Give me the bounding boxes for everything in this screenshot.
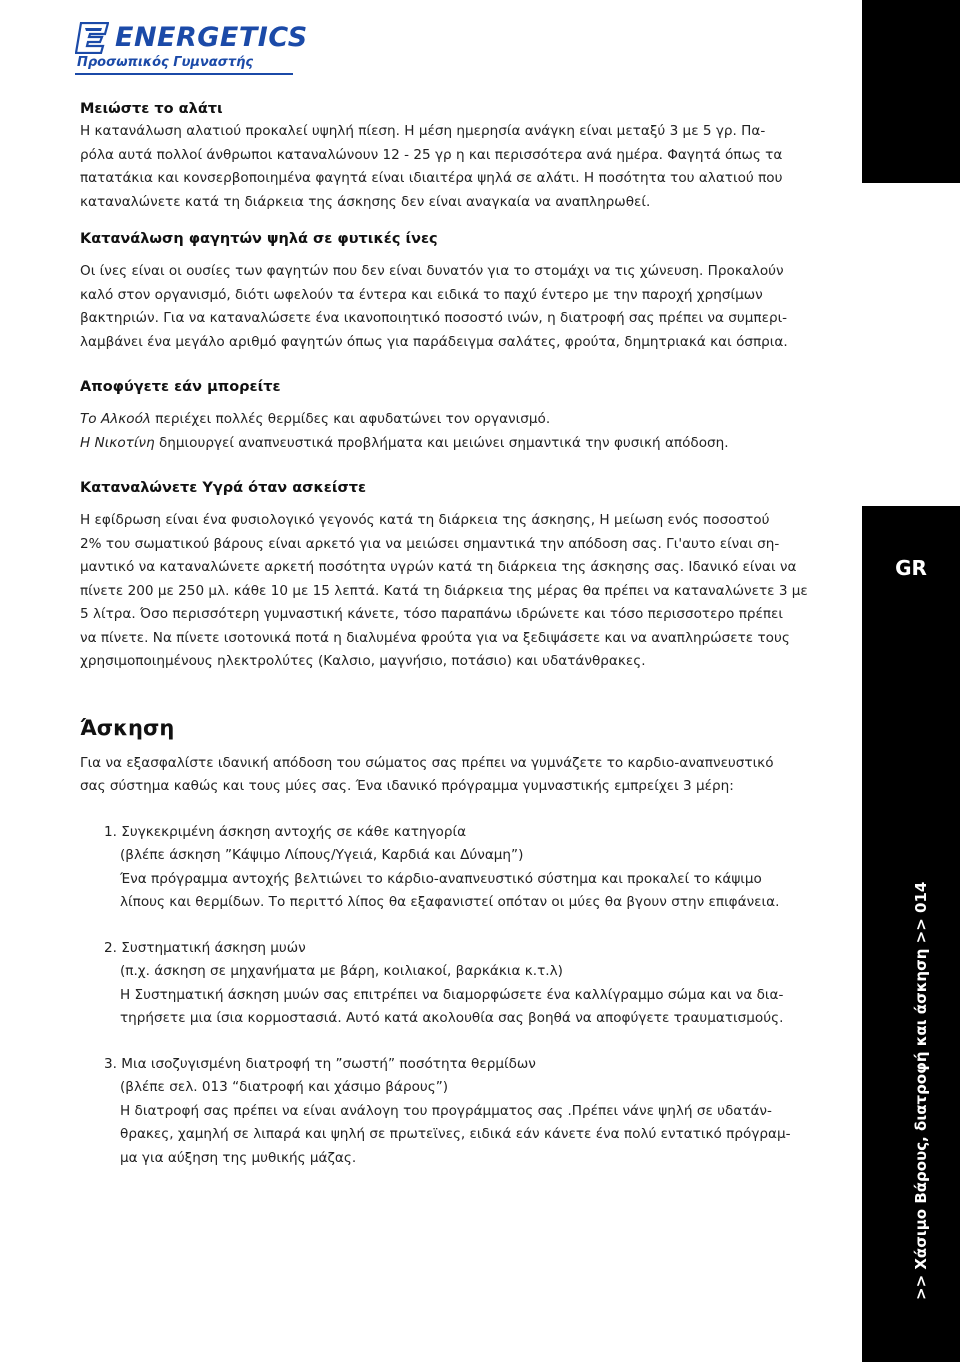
fluids-line: πίνετε 200 με 250 μλ. κάθε 10 με 15 λεπτά. Κατά τη διάρκεια της μέρας θα πρέπει να καταναλώνετε 3 με [80,582,808,599]
fiber-line: Οι ίνες είναι οι ουσίες των φαγητών που δεν είναι δυνατόν για το στομάχι να τις χώνευση. Προκαλούν [80,263,784,279]
side-bar-top [862,0,960,183]
alcohol-term: Το Αλκοόλ [80,411,151,427]
exercise-intro-line: σας σύστημα καθώς και τους μύες σας. Ένα ιδανικό πρόγραμμα γυμναστικής εμπρείχει 3 μέρη: [80,778,734,794]
list-item-line: θρακες, χαμηλή σε λιπαρά και ψηλή σε πρωτεϊνες, ειδικά εάν κάνετε ένα πολύ εντατικό πρόγραμ- [120,1126,791,1142]
avoid-paragraph [80,408,830,455]
fluids-paragraph [80,509,830,674]
fluids-line: 2% του σωματικού βάρους είναι αρκετό για να μειώσει σημαντικά την απόδοση σας. Γι'αυτο είναι ση- [80,535,780,552]
fluids-line: 5 λίτρα. Όσο περισσότερη γυμναστική κάνετε, τόσο παραπάνω ιδρώνετε και τόσο περισσοτερο πρέπει [80,606,783,622]
avoid-heading: Αποφύγετε εάν μπορείτε [80,379,281,395]
brand-name: ENERGETICS [115,22,308,53]
list-item [104,821,830,915]
fiber-line: καλό στον οργανισμό, διότι ωφελούν τα έντερα και ειδικά το παχύ έντερο με την παροχή χρησίμων [80,286,763,303]
fiber-line: βακτηριών. Για να καταναλώσετε ένα ικανοποιητικό ποσοστό ινών, η διατροφή σας πρέπει να συμπερι- [80,310,788,326]
list-item-line: Ένα πρόγραμμα αντοχής βελτιώνει το κάρδιο-αναπνευστικό σύστημα και προκαλεί το κάψιμο [120,870,762,887]
list-item-line: (π.χ. άσκηση σε μηχανήματα με βάρη, κοιλιακοί, βαρκάκια κ.τ.λ) [120,963,563,979]
fluids-line: Η εφίδρωση είναι ένα φυσιολογικό γεγονός κατά τη διάρκεια της άσκησης, Η μείωση ενός ποσοστού [80,512,770,528]
nicotine-text: δημιουργεί αναπνευστικά προβλήματα και μειώνει σημαντικά την φυσική απόδοση. [154,434,729,451]
brand-logo [75,20,308,76]
list-item-line: (βλέπε σελ. 013 “διατροφή και χάσιμο βάρους”) [120,1079,449,1095]
exercise-list [104,821,830,1171]
alcohol-line [80,408,830,432]
list-item-title: 3. Μια ισοζυγισμένη διατροφή τη ”σωστή” ποσότητα θερμίδων [104,1055,536,1072]
list-item-title: 1. Συγκεκριμένη άσκηση αντοχής σε κάθε κατηγορία [104,823,467,840]
list-item-line: Η Συστηματική άσκηση μυών σας επιτρέπει να διαμορφώσετε ένα καλλίγραμμο σώμα και να δια- [120,986,784,1003]
fiber-paragraph [80,260,830,354]
list-item [104,1053,830,1171]
main-content [80,98,830,1170]
alcohol-text: περιέχει πολλές θερμίδες και αφυδατώνει τον οργανισμό. [150,411,551,427]
brand-underline [75,73,293,75]
fiber-heading: Κατανάλωση φαγητών ψηλά σε φυτικές ίνες [80,231,438,247]
list-item-line: μα για αύξηση της μυθικής μάζας. [120,1149,357,1166]
salt-paragraph [80,120,830,214]
salt-line: ρόλα αυτά πολλοί άνθρωποι καταναλώνουν 12 - 25 γρ η και περισσότερα ανά ημέρα. Φαγητά όπως τα [80,146,783,163]
fluids-line: μαντικό να καταναλώνετε αρκετή ποσότητα υγρών κατά τη διάρκεια της άσκησης σας. Ιδανικό είναι να [80,559,797,575]
nicotine-line [80,432,830,456]
list-item-title: 2. Συστηματική άσκηση μυών [104,939,306,956]
list-item [104,937,830,1031]
list-item-line: Η διατροφή σας πρέπει να είναι ανάλογη του προγράμματος σας .Πρέπει νάνε ψηλή σε υδατάν- [120,1102,772,1119]
nicotine-term: Η Νικοτίνη [80,434,155,451]
fluids-line: χρησιμοποιημένους ηλεκτρολύτες (Καλσιο, μαγνήσιο, ποτάσιο) και υδατάνθρακες. [80,653,646,669]
exercise-intro [80,752,830,799]
list-item-line: λίπους και θερμίδων. Το περιττό λίπος θα εξαφανιστεί οπόταν οι μύες θα βγουν στην επιφάνεια. [120,894,780,910]
list-item-line: τηρήσετε μια ίσια κορμοστασιά. Αυτό κατά ακολουθία σας βοηθά να αποφύγετε τραυματισμούς. [120,1010,784,1026]
language-label: GR [895,556,927,580]
salt-heading: Μειώστε το αλάτι [80,101,223,117]
salt-line: καταναλώνετε κατά τη διάρκεια της άσκησης δεν είναι αναγκαία να αναπληρωθεί. [80,193,651,210]
list-item-line: (βλέπε άσκηση ”Κάψιμο Λίπους/Υγειά, Καρδιά και Δύναμη”) [120,847,524,863]
fiber-line: λαμβάνει ένα μεγάλο αριθμό φαγητών όπως για παράδειγμα σαλάτες, φρούτα, δημητριακά και όσπρια. [80,333,788,350]
exercise-intro-line: Για να εξασφαλίστε ιδανική απόδοση του σώματος σας πρέπει να γυμνάζετε το καρδιο-αναπνευστικό [80,754,774,771]
fluids-line: να πίνετε. Να πίνετε ισοτονικά ποτά η διαλυμένα φρούτα για να ξεδιψάσετε και να αναπληρώσετε τους [80,629,790,646]
fluids-heading: Καταναλώνετε Υγρά όταν ασκείστε [80,480,367,496]
energetics-e-icon [75,22,109,54]
salt-line: πατατάκια και κονσερβοποιημένα φαγητά είναι ιδιαιτέρα ψηλά σε αλάτι. Η ποσότητα του αλατιού που [80,170,783,186]
salt-line: Η κατανάλωση αλατιού προκαλεί υψηλή πίεση. Η μέση ημερησία ανάγκη είναι μεταξύ 3 με 5 γρ. Πα- [80,123,766,139]
exercise-title: Άσκηση [80,715,175,740]
vertical-section-title: >> Χάσιμο Βάρους, διατροφή και άσκηση >> 014 [912,881,930,1300]
brand-subtitle: Προσωπικός Γυμναστής [77,55,254,70]
